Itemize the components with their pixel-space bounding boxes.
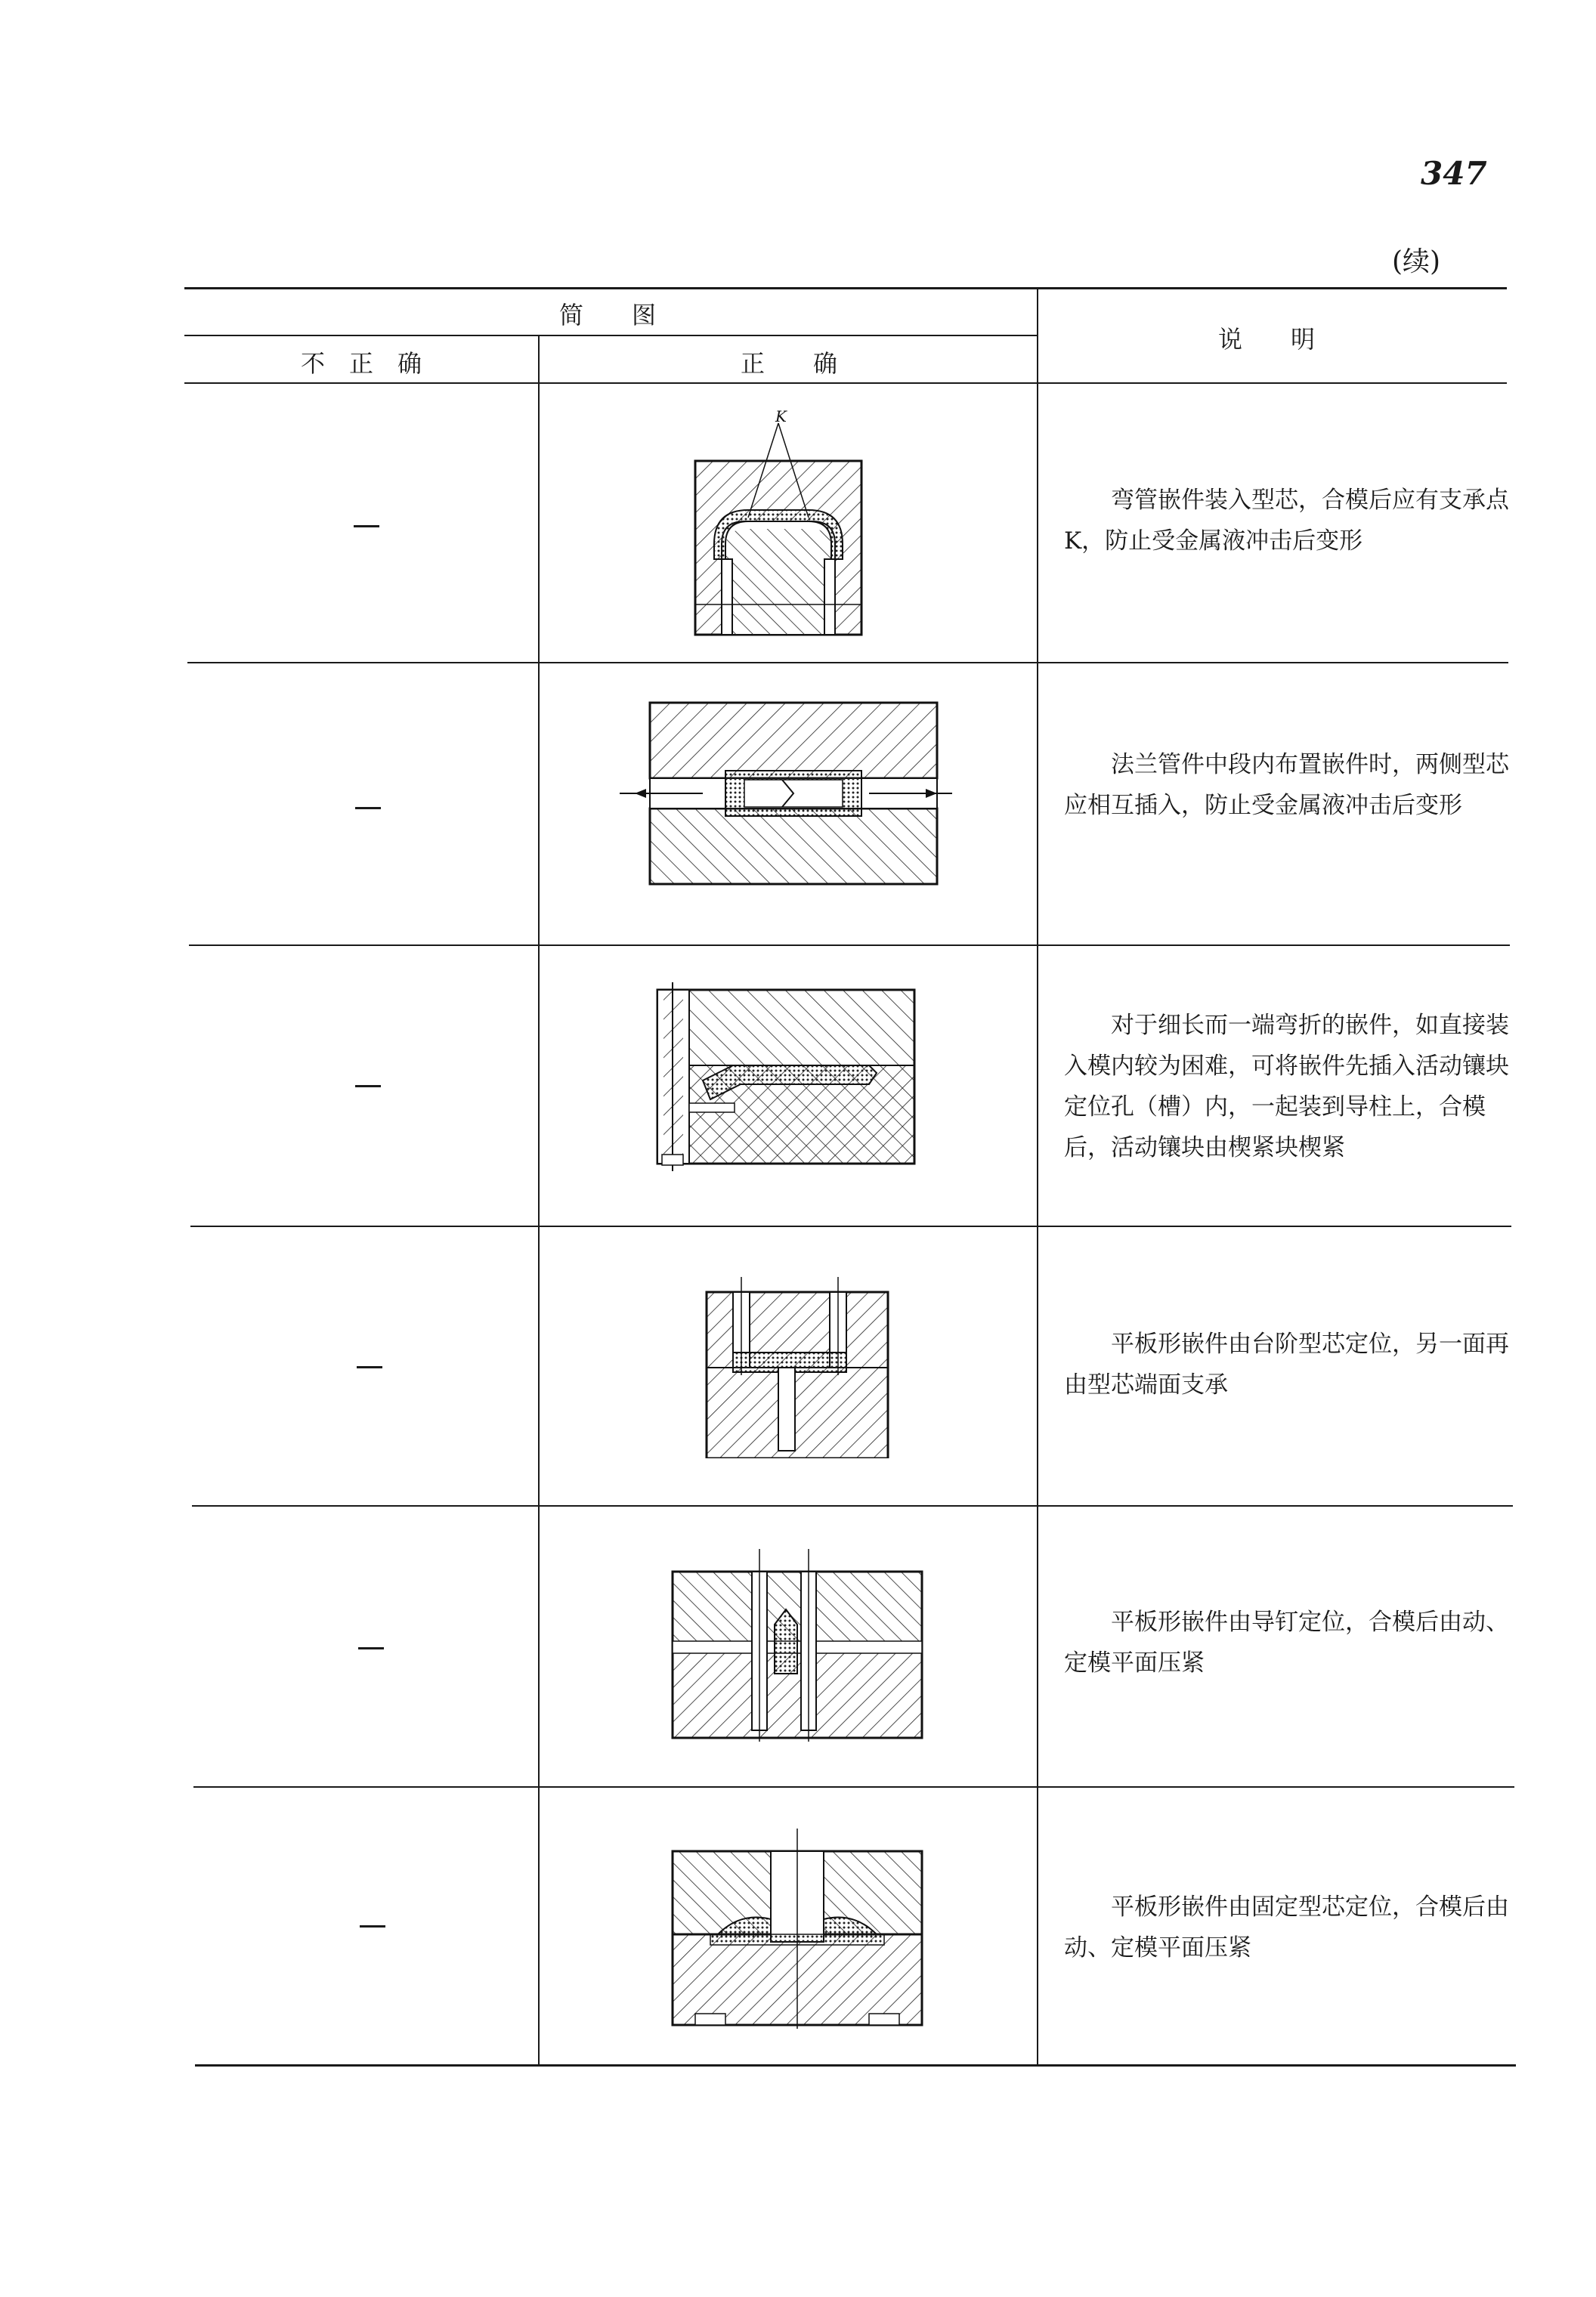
column-divider bbox=[1037, 287, 1038, 2065]
figure-flange-tube bbox=[620, 695, 952, 892]
row-description: 平板形嵌件由固定型芯定位，合模后由动、定模平面压紧 bbox=[1064, 1894, 1509, 1962]
row-description: 平板形嵌件由导钉定位，合模后由动、定模平面压紧 bbox=[1064, 1609, 1509, 1677]
table-bottom-rule bbox=[195, 2064, 1516, 2067]
header-incorrect: 不 正 确 bbox=[301, 349, 422, 378]
row-divider bbox=[193, 1786, 1514, 1788]
figure-guide-pin-insert bbox=[665, 1541, 929, 1745]
row-incorrect-dash bbox=[354, 525, 379, 527]
figure-fixed-core-insert bbox=[665, 1821, 929, 2033]
figure-stepped-core-insert bbox=[703, 1269, 892, 1458]
column-divider bbox=[538, 335, 540, 2065]
row-description: 弯管嵌件装入型芯，合模后应有支承点 K，防止受金属液冲击后变形 bbox=[1064, 487, 1509, 555]
subheader-rule bbox=[184, 335, 1037, 336]
row-incorrect-dash bbox=[355, 807, 381, 809]
row-description: 平板形嵌件由台阶型芯定位，另一面再由型芯端面支承 bbox=[1064, 1331, 1509, 1399]
page-number: 347 bbox=[1421, 155, 1487, 192]
header-description: 说 明 bbox=[1218, 325, 1316, 354]
continuation-label: (续) bbox=[1392, 246, 1441, 277]
row-incorrect-dash bbox=[358, 1647, 384, 1649]
row-description: 法兰管件中段内布置嵌件时，两侧型芯应相互插入，防止受金属液冲击后变形 bbox=[1064, 751, 1509, 819]
header-bottom-rule bbox=[184, 382, 1507, 384]
figure-bent-slender-insert bbox=[642, 982, 929, 1179]
row-incorrect-dash bbox=[360, 1925, 385, 1928]
row-divider bbox=[189, 944, 1510, 946]
row-divider bbox=[187, 662, 1508, 663]
row-divider bbox=[190, 1226, 1511, 1227]
row-description: 对于细长而一端弯折的嵌件，如直接装入模内较为困难，可将嵌件先插入活动镶块定位孔（槽）内，一起装到导柱上，合模后，活动镶块由楔紧块楔紧 bbox=[1064, 1012, 1509, 1161]
figure-bent-tube-insert bbox=[680, 408, 877, 642]
header-diagram-group: 简 图 bbox=[559, 301, 657, 329]
row-incorrect-dash bbox=[355, 1085, 381, 1087]
row-divider bbox=[192, 1505, 1513, 1507]
table-top-rule bbox=[184, 287, 1507, 289]
figure-label-k: K bbox=[775, 408, 787, 425]
header-correct: 正 确 bbox=[741, 349, 838, 378]
row-incorrect-dash bbox=[357, 1366, 382, 1368]
